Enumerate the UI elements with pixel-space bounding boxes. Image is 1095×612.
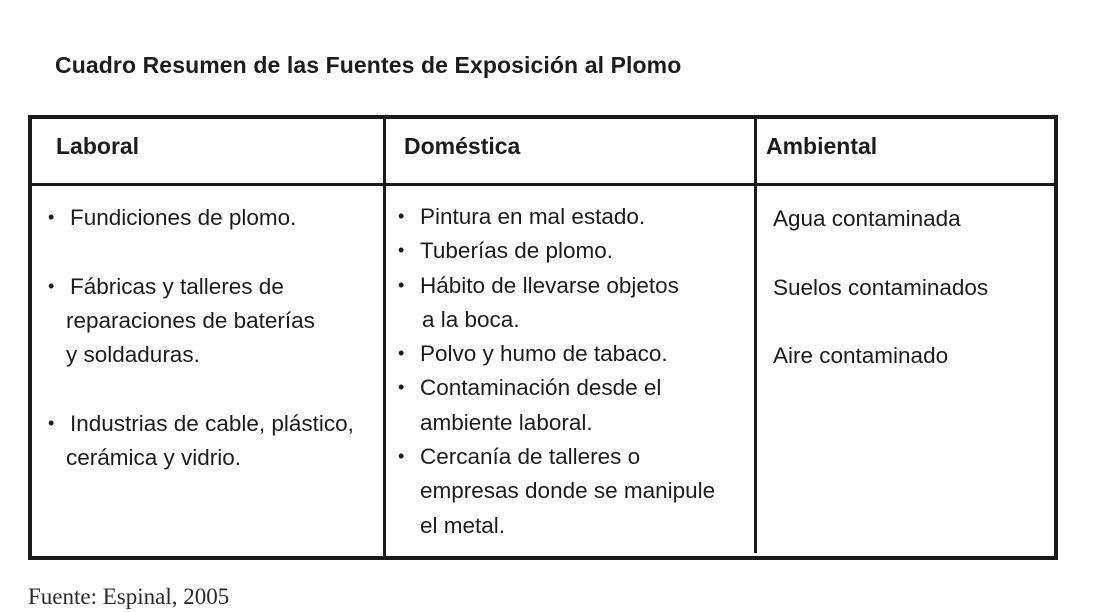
list-item-text: Hábito de llevarse objetos [420, 272, 679, 298]
list-item: Agua contaminada [773, 206, 961, 231]
list-item-text: Industrias de cable, plástico, [70, 410, 354, 436]
bullet-icon: • [48, 207, 55, 227]
list-item-continuation: reparaciones de baterías [66, 307, 315, 333]
list-item: Aire contaminado [773, 343, 949, 369]
laboral-list [48, 201, 354, 475]
header-domestica: Doméstica [404, 133, 521, 159]
header-laboral: Laboral [56, 133, 140, 159]
list-item [398, 440, 715, 474]
list-item [48, 407, 354, 441]
list-item-text: Contaminación desde el [420, 375, 662, 401]
list-item [48, 201, 354, 235]
list-item-continuation: cerámica y vidrio. [66, 445, 242, 471]
bullet-icon: • [398, 274, 405, 295]
list-item-continuation: ambiente laboral. [420, 409, 593, 435]
list-item [398, 200, 715, 234]
bullet-icon: • [48, 275, 55, 296]
bullet-icon: • [48, 412, 55, 433]
list-item-continuation: a la boca. [422, 306, 520, 332]
domestica-list [398, 200, 715, 543]
list-item [48, 270, 354, 304]
column-divider-1 [383, 119, 386, 557]
list-item-continuation: y soldaduras. [66, 342, 200, 368]
list-item-text: Cercanía de talleres o [420, 444, 641, 470]
header-ambiental: Ambiental [766, 133, 878, 159]
list-item-text: Tuberías de plomo. [420, 238, 614, 264]
list-item-text: Pintura en mal estado. [420, 204, 646, 229]
bullet-icon: • [398, 343, 405, 364]
column-divider-2 [754, 119, 757, 553]
ambiental-list [773, 202, 988, 373]
bullet-icon: • [398, 240, 405, 261]
list-item-continuation: el metal. [420, 512, 506, 538]
list-item-continuation: empresas donde se manipule [420, 478, 716, 504]
bullet-icon: • [398, 377, 405, 398]
list-item [398, 234, 715, 268]
list-item: Suelos contaminados [773, 274, 989, 300]
bullet-icon: • [398, 206, 405, 226]
list-item [398, 371, 715, 405]
list-item [398, 269, 715, 303]
source-caption: Fuente: Espinal, 2005 [28, 584, 230, 609]
page-title: Cuadro Resumen de las Fuentes de Exposición al Plomo [55, 52, 682, 78]
list-item-text: Fundiciones de plomo. [70, 205, 297, 230]
list-item-text: Polvo y humo de tabaco. [420, 341, 668, 367]
list-item [398, 337, 715, 371]
list-item-text: Fábricas y talleres de [70, 273, 284, 299]
header-divider [32, 183, 1054, 186]
summary-table [28, 115, 1058, 560]
bullet-icon: • [398, 446, 405, 467]
